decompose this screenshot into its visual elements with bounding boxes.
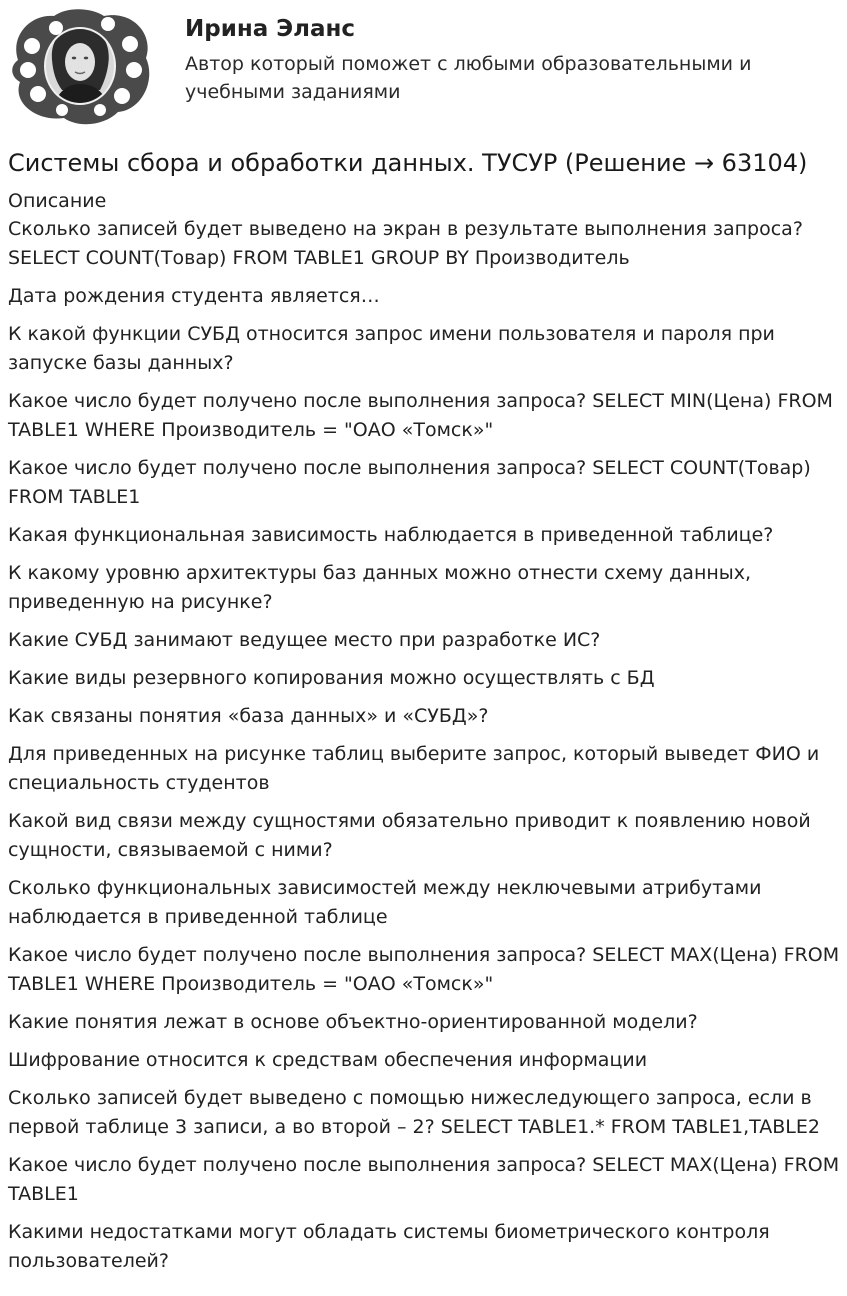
question-item: Какое число будет получено после выполнения запроса? SELECT MIN(Цена) FROM TABLE1 WHERE Производитель = "ОАО «Томск»" xyxy=(8,390,833,441)
author-name[interactable]: Ирина Эланс xyxy=(185,16,356,42)
author-description: Автор который поможет с любыми образовательными и учебными заданиями xyxy=(185,53,752,103)
question-item: Сколько записей будет выведено на экран в результате выполнения запроса? SELECT COUNT(Товар) FROM TABLE1 GROUP BY Производитель xyxy=(8,218,803,269)
question-item: К какому уровню архитектуры баз данных можно отнести схему данных, приведенную на рисунке? xyxy=(8,562,752,613)
author-avatar[interactable] xyxy=(8,6,154,126)
question-item: Какими недостатками могут обладать системы биометрического контроля пользователей? xyxy=(8,1221,770,1272)
question-item: Сколько записей будет выведено с помощью нижеследующего запроса, если в первой таблице 3 записи, а во второй – 2? SELECT TABLE1.* FROM TABLE1,TABLE2 xyxy=(8,1087,820,1138)
question-item: Какие виды резервного копирования можно осуществлять с БД xyxy=(8,667,655,689)
question-item: Как связаны понятия «база данных» и «СУБД»? xyxy=(8,705,489,727)
question-item: Сколько функциональных зависимостей между неключевыми атрибутами наблюдается в приведенной таблице xyxy=(8,877,762,928)
question-item: Какое число будет получено после выполнения запроса? SELECT MAX(Цена) FROM TABLE1 xyxy=(8,1154,840,1205)
question-item: Какое число будет получено после выполнения запроса? SELECT MAX(Цена) FROM TABLE1 WHERE Производитель = "ОАО «Томск»" xyxy=(8,944,840,995)
question-item: Какой вид связи между сущностями обязательно приводит к появлению новой сущности, связываемой с ними? xyxy=(8,810,811,861)
description-section xyxy=(8,187,842,1285)
question-item: Какие понятия лежат в основе объектно-ориентированной модели? xyxy=(8,1011,698,1033)
page-title: Системы сбора и обработки данных. ТУСУР (Решение → 63104) xyxy=(8,149,808,177)
question-list xyxy=(8,215,842,1276)
question-item: Дата рождения студента является… xyxy=(8,285,380,307)
question-item: Для приведенных на рисунке таблиц выберите запрос, который выведет ФИО и специальность студентов xyxy=(8,743,820,794)
question-item: Какие СУБД занимают ведущее место при разработке ИС? xyxy=(8,629,601,651)
question-item: Шифрование относится к средствам обеспечения информации xyxy=(8,1049,648,1071)
section-label: Описание xyxy=(8,190,107,212)
question-item: Какое число будет получено после выполнения запроса? SELECT COUNT(Товар) FROM TABLE1 xyxy=(8,457,811,508)
question-item: Какая функциональная зависимость наблюдается в приведенной таблице? xyxy=(8,524,774,546)
author-card xyxy=(8,6,838,128)
question-item: К какой функции СУБД относится запрос имени пользователя и пароля при запуске базы данных? xyxy=(8,323,775,374)
